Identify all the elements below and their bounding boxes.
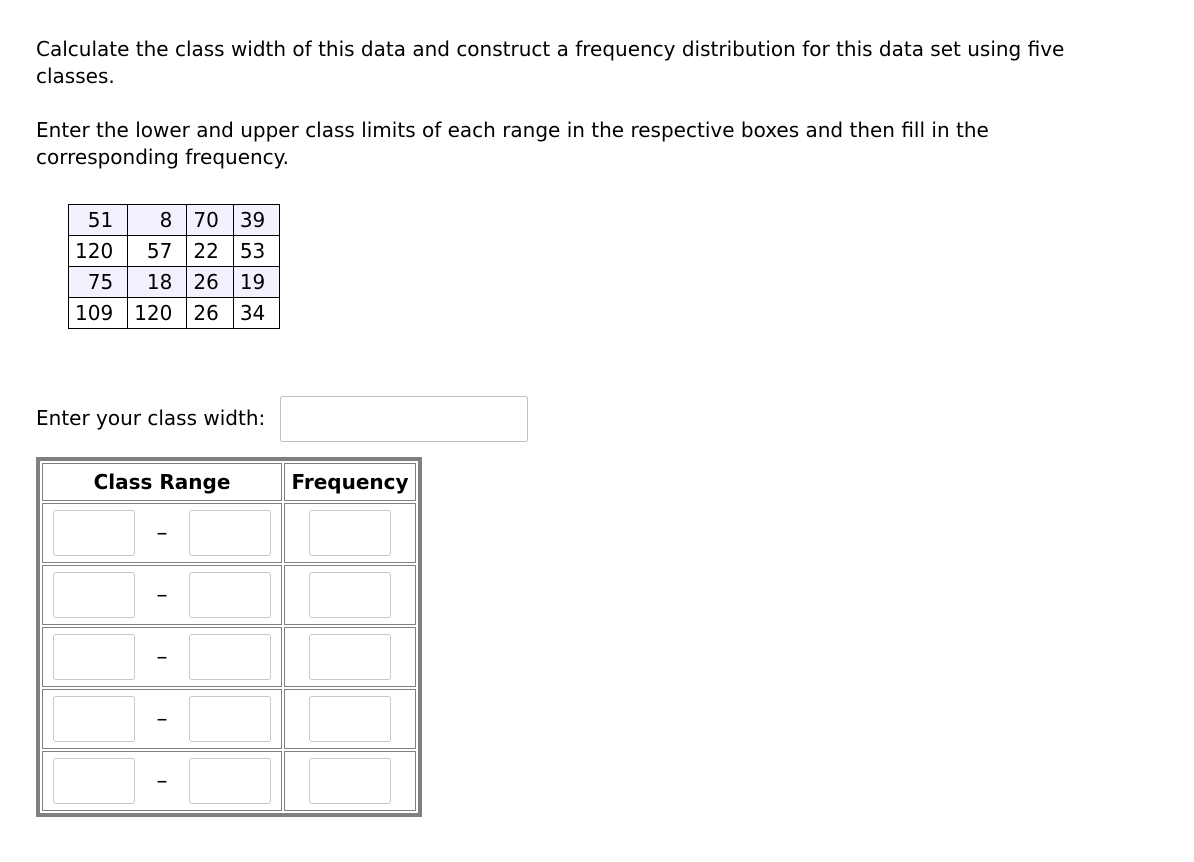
lower-limit-input[interactable] [53, 510, 135, 556]
data-cell: 53 [233, 236, 279, 267]
data-cell: 51 [69, 205, 128, 236]
upper-limit-input[interactable] [189, 572, 271, 618]
data-cell: 120 [69, 236, 128, 267]
frequency-cell [284, 751, 416, 811]
frequency-distribution-table [36, 457, 422, 817]
class-range-cell [42, 751, 282, 811]
range-separator: – [156, 582, 168, 608]
data-cell: 39 [233, 205, 279, 236]
class-range-cell [42, 627, 282, 687]
frequency-input[interactable] [309, 572, 391, 618]
data-cell: 26 [187, 298, 233, 329]
data-row [69, 298, 280, 329]
data-cell: 18 [128, 267, 187, 298]
class-row [42, 503, 416, 563]
range-separator: – [156, 644, 168, 670]
data-row [69, 236, 280, 267]
instruction-text-1: Calculate the class width of this data and construct a frequency distribution for this data set using five classes. [36, 37, 1065, 88]
data-row [69, 205, 280, 236]
data-cell: 8 [128, 205, 187, 236]
data-cell: 70 [187, 205, 233, 236]
lower-limit-input[interactable] [53, 758, 135, 804]
upper-limit-input[interactable] [189, 758, 271, 804]
class-row [42, 689, 416, 749]
frequency-cell [284, 503, 416, 563]
class-row [42, 751, 416, 811]
range-separator: – [156, 768, 168, 794]
frequency-cell [284, 627, 416, 687]
data-cell: 19 [233, 267, 279, 298]
upper-limit-input[interactable] [189, 634, 271, 680]
class-range-header: Class Range [42, 463, 282, 501]
class-range-cell [42, 565, 282, 625]
data-cell: 109 [69, 298, 128, 329]
instruction-text-2: Enter the lower and upper class limits of each range in the respective boxes and then fill in the corresponding frequency. [36, 118, 989, 169]
data-set-table [68, 204, 280, 329]
frequency-input[interactable] [309, 758, 391, 804]
data-cell: 26 [187, 267, 233, 298]
frequency-header: Frequency [284, 463, 416, 501]
data-cell: 57 [128, 236, 187, 267]
class-range-cell [42, 503, 282, 563]
upper-limit-input[interactable] [189, 510, 271, 556]
lower-limit-input[interactable] [53, 634, 135, 680]
data-row [69, 267, 280, 298]
frequency-input[interactable] [309, 510, 391, 556]
class-width-input[interactable] [280, 396, 528, 442]
range-separator: – [156, 706, 168, 732]
range-separator: – [156, 520, 168, 546]
upper-limit-input[interactable] [189, 696, 271, 742]
class-width-label: Enter your class width: [36, 406, 266, 430]
data-cell: 75 [69, 267, 128, 298]
frequency-input[interactable] [309, 634, 391, 680]
frequency-cell [284, 565, 416, 625]
data-cell: 22 [187, 236, 233, 267]
frequency-input[interactable] [309, 696, 391, 742]
class-row [42, 565, 416, 625]
lower-limit-input[interactable] [53, 572, 135, 618]
class-row [42, 627, 416, 687]
data-cell: 120 [128, 298, 187, 329]
frequency-cell [284, 689, 416, 749]
class-range-cell [42, 689, 282, 749]
lower-limit-input[interactable] [53, 696, 135, 742]
data-cell: 34 [233, 298, 279, 329]
